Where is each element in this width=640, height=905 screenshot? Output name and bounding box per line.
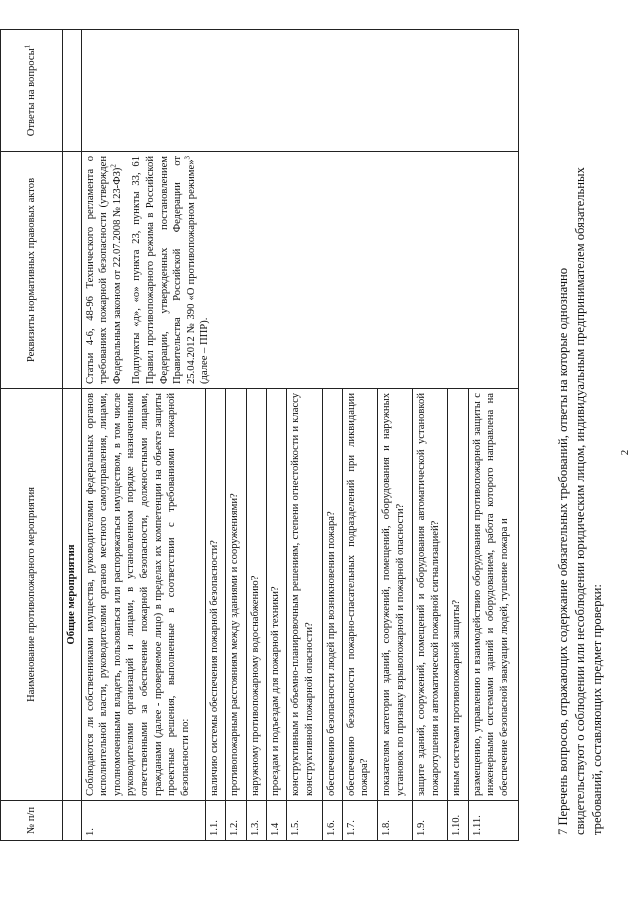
requisites-cell	[81, 152, 518, 389]
row-num: 1.11.	[468, 801, 518, 841]
row-name: размещению, управлению и взаимодействию оборудования противопожарной защиты с инженерными системами зданий и оборудованием, работа которого направлена на обеспечение безопасной эвакуации людей, тушение пожара и	[468, 389, 518, 801]
row-name: конструктивным и объемно-планировочным решениям, степени огнестойкости и классу конструктивной пожарной опасности?	[287, 389, 322, 801]
row-num: 1.3.	[246, 801, 266, 841]
row-name: проездам и подъездам для пожарной техники?	[267, 389, 287, 801]
row-name: обеспечению безопасности пожарно-спасательных подразделений при ликвидации пожара?	[342, 389, 377, 801]
row-num: 1.	[81, 801, 205, 841]
header-name: Наименование противопожарного мероприятия	[1, 389, 63, 801]
row-name: иным системам противопожарной защиты?	[448, 389, 468, 801]
row-name: противопожарным расстояниям между зданиями и сооружениями?	[226, 389, 246, 801]
heading-line: 7 Перечень вопросов, отражающих содержание обязательных требований, ответы на которые однозначно	[556, 267, 570, 835]
row-name: наличию системы обеспечения пожарной безопасности?	[206, 389, 226, 801]
row-num: 1.10.	[448, 801, 468, 841]
row-num: 1.7.	[342, 801, 377, 841]
row-num: 1.8.	[378, 801, 413, 841]
document-heading	[555, 63, 606, 835]
table-row	[81, 30, 205, 841]
checklist-table	[0, 29, 519, 841]
header-num: № п/п	[1, 801, 63, 841]
section-row	[63, 30, 82, 841]
table-header-row	[1, 30, 63, 841]
row-num: 1.5.	[287, 801, 322, 841]
header-answers: Ответы на вопросы$^1$	[1, 30, 63, 152]
row-num: 1.9.	[413, 801, 448, 841]
row-name: обеспечению безопасности людей при возникновении пожара?	[322, 389, 342, 801]
page-number: 2	[619, 449, 631, 456]
section-title: Общие мероприятия	[63, 389, 82, 801]
row-name: показателям категории зданий, сооружений, помещений, оборудования и наружных установок по признаку взрывопожарной и пожарной опасности?	[378, 389, 413, 801]
heading-line: свидетельствуют о соблюдении или несоблюдении юридическим лицом, индивидуальным предпринимателем обязательных	[573, 167, 587, 835]
header-requisites: Реквизиты нормативных правовых актов	[1, 152, 63, 389]
requisites-part2: Подпункты «д», «о» пункта 23, пункты 33, 61 Правил противопожарного режима в Российской Федерации, утвержденных постановлением Правительства Российской Федерации от 25.04.2012 № 390 «О противопожарном режиме»$^3$ (далее – ППР).	[131, 156, 211, 384]
heading-line: требований, составляющих предмет проверки:	[590, 584, 604, 835]
row-name: Соблюдаются ли собственниками имущества, руководителями федеральных органов исполнительной власти, руководителями органов местного самоуправления, лицами, уполномоченными владеть, пользоваться или распоряжаться имуществом, в том числе руководителями организаций и лицами, в установленном порядке назначенными ответственными за обеспечение пожарной безопасности, должностными лицами, гражданами (далее - проверяемое лицо) в пределах их компетенции на объекте защиты проектные решения, выполненные в соответствии с требованиями пожарной безопасности по:	[81, 389, 205, 801]
row-num: 1.4	[267, 801, 287, 841]
row-num: 1.1.	[206, 801, 226, 841]
answers-cell[interactable]	[81, 30, 518, 152]
row-num: 1.6.	[322, 801, 342, 841]
row-num: 1.2.	[226, 801, 246, 841]
row-name: защите зданий, сооружений, помещений и оборудования автоматической установкой пожаротушения и автоматической пожарной сигнализацией?	[413, 389, 448, 801]
row-name: наружному противопожарному водоснабжению?	[246, 389, 266, 801]
requisites-part1: Статьи 4-6, 48-96 Технического регламента о требованиях пожарной безопасности (утвержден Федеральным законом от 22.07.2008 № 123-ФЗ)$^2$	[84, 156, 123, 384]
